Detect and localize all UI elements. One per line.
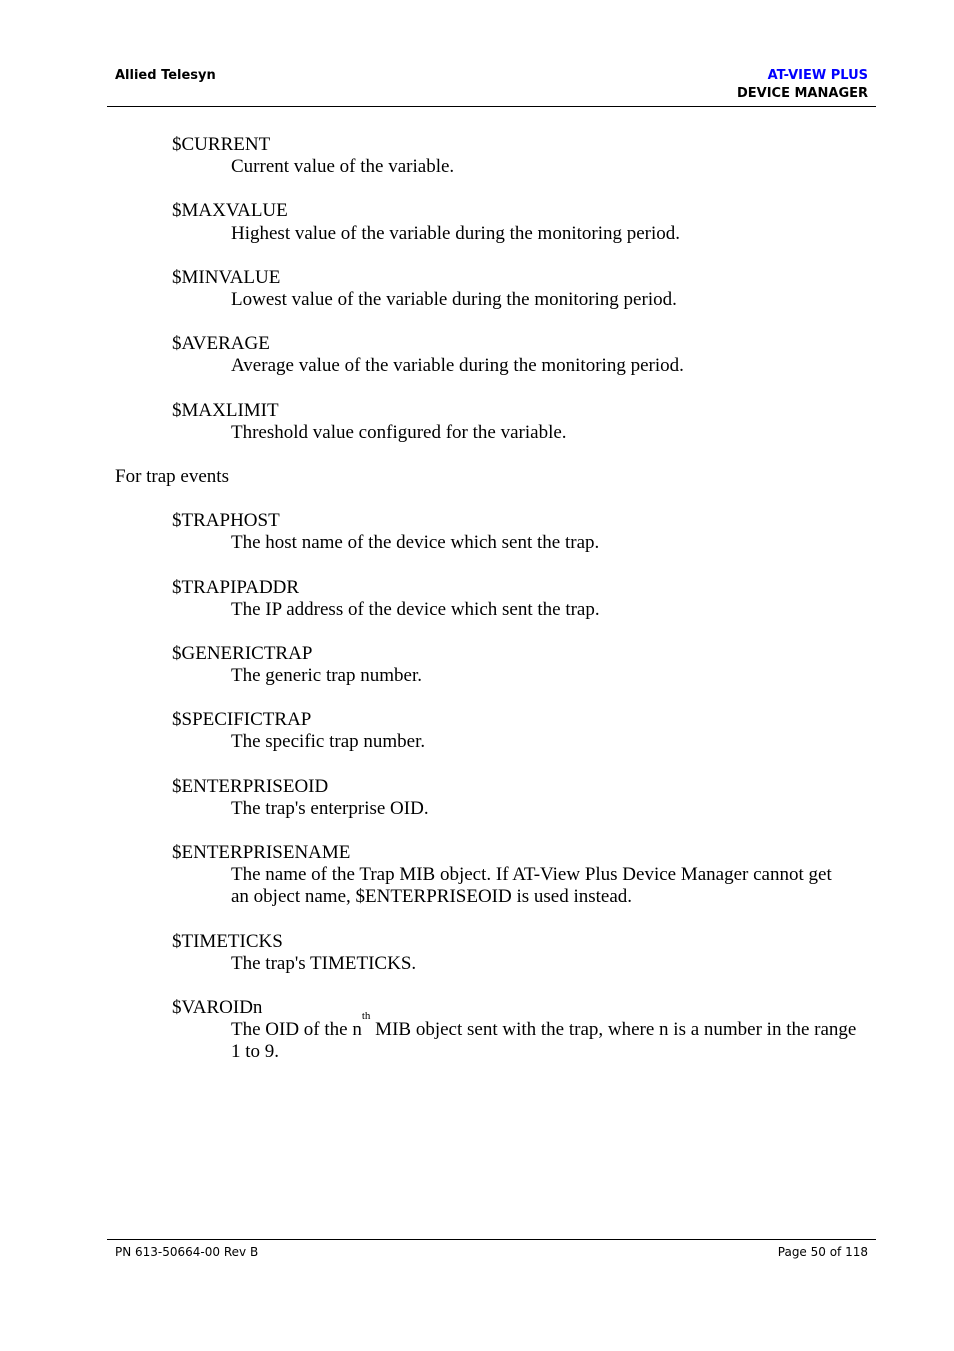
variable-term: $MINVALUE: [172, 267, 281, 288]
variable-description-continued: 1 to 9.: [231, 1041, 280, 1062]
variable-description: The generic trap number.: [231, 665, 422, 686]
variable-term: $AVERAGE: [172, 333, 270, 354]
section-heading: For trap events: [115, 466, 229, 487]
variable-term: $GENERICTRAP: [172, 643, 313, 664]
variable-description-continued: an object name, $ENTERPRISEOID is used instead.: [231, 886, 633, 907]
product-name: AT-VIEW PLUS: [767, 68, 868, 83]
variable-term: $ENTERPRISENAME: [172, 842, 351, 863]
variable-description: Lowest value of the variable during the monitoring period.: [231, 289, 677, 310]
variable-term: $CURRENT: [172, 134, 271, 155]
variable-term: $TIMETICKS: [172, 931, 283, 952]
company-name: Allied Telesyn: [115, 68, 216, 83]
variable-term: $MAXLIMIT: [172, 400, 279, 421]
variable-description: Threshold value configured for the variable.: [231, 422, 567, 443]
variable-description: The trap's enterprise OID.: [231, 798, 429, 819]
variable-term: $TRAPHOST: [172, 510, 280, 531]
footer-divider: [107, 1239, 876, 1240]
variable-term: $SPECIFICTRAP: [172, 709, 312, 730]
variable-description: The IP address of the device which sent the trap.: [231, 599, 600, 620]
header-divider: [107, 106, 876, 107]
description-text: MIB object sent with the trap, where n is a number in the range: [370, 1019, 857, 1040]
variable-description: Highest value of the variable during the monitoring period.: [231, 223, 681, 244]
variable-description: [231, 1010, 857, 1041]
variable-description: Current value of the variable.: [231, 156, 455, 177]
variable-term: $TRAPIPADDR: [172, 577, 300, 598]
variable-description: The name of the Trap MIB object. If AT-View Plus Device Manager cannot get: [231, 864, 832, 885]
variable-description: The specific trap number.: [231, 731, 426, 752]
page-number: Page 50 of 118: [777, 1245, 868, 1259]
ordinal-superscript: th: [361, 1010, 371, 1022]
variable-term: $ENTERPRISEOID: [172, 776, 329, 797]
variable-term: $VAROIDn: [172, 997, 263, 1018]
variable-description: Average value of the variable during the monitoring period.: [231, 355, 684, 376]
variable-description: The trap's TIMETICKS.: [231, 953, 417, 974]
variable-description: The host name of the device which sent the trap.: [231, 532, 600, 553]
header-product-block: [737, 67, 868, 103]
part-number: PN 613-50664-00 Rev B: [115, 1245, 259, 1259]
variable-term: $MAXVALUE: [172, 200, 288, 221]
section-name: DEVICE MANAGER: [736, 86, 868, 101]
description-text: The OID of the n: [231, 1019, 362, 1040]
